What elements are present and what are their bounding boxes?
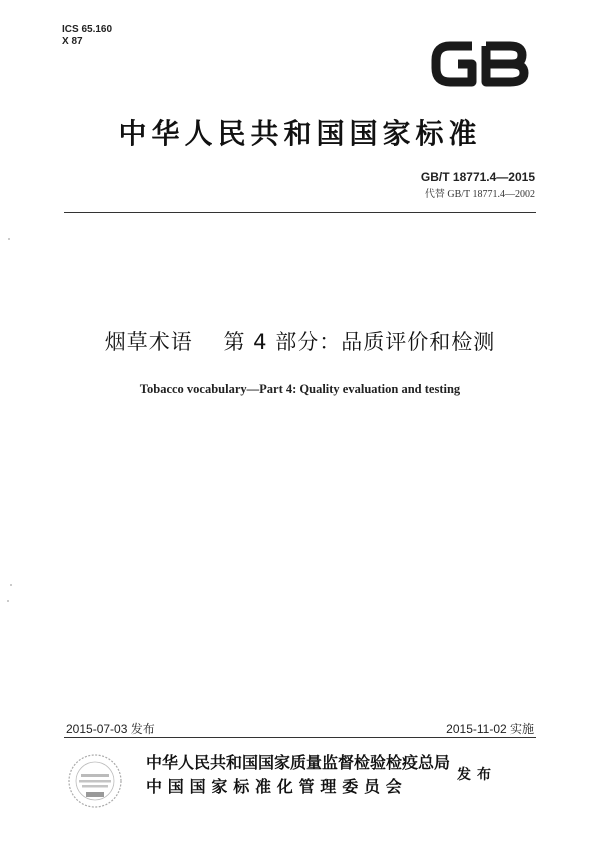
scan-speck <box>8 238 10 240</box>
footer-divider <box>64 737 536 738</box>
ics-code: ICS 65.160 <box>62 24 113 35</box>
issuer-sac: 中国国家标准化管理委员会 <box>146 777 408 796</box>
implementation-date: 2015-11-02 实施 <box>446 722 534 736</box>
header-divider <box>64 212 536 213</box>
issue-date: 2015-07-03 发布 <box>66 722 155 736</box>
replaces-standard: 代替 GB/T 18771.4—2002 <box>424 189 535 200</box>
scan-speck <box>10 584 12 586</box>
issuer-aqsiq: 中华人民共和国国家质量监督检验检疫总局 <box>146 753 451 772</box>
standard-number: GB/T 18771.4—2015 <box>420 170 535 184</box>
gb-logo-icon <box>428 36 532 92</box>
classification-codes <box>62 24 112 48</box>
publish-label: 发布 <box>457 767 497 783</box>
document-title-english: Tobacco vocabulary—Part 4: Quality evaluation and testing <box>139 382 461 396</box>
ccs-code: X 87 <box>62 36 83 47</box>
anti-counterfeit-stamp-icon <box>66 752 124 810</box>
document-title-chinese: 烟草术语 第 4 部分：品质评价和检测 <box>104 330 496 354</box>
national-standard-heading: 中华人民共和国国家标准 <box>118 117 482 150</box>
scan-speck <box>7 600 9 602</box>
